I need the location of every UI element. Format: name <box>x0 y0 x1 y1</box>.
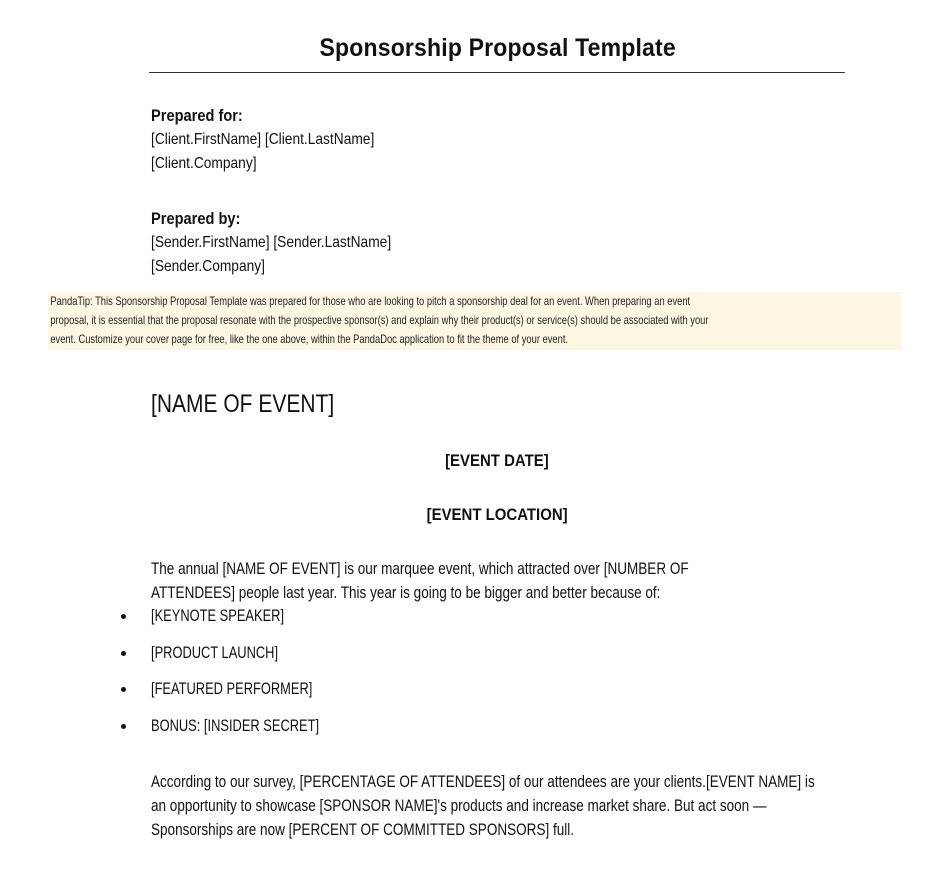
panda-tip-line: event. Customize your cover page for free, like the one above, within the PandaDoc application to fit the theme of your event. <box>50 332 569 346</box>
prepared-by-block <box>151 207 430 279</box>
bullet-icon <box>121 651 126 656</box>
event-location-heading <box>0 503 947 527</box>
list-item-text: [PRODUCT LAUNCH] <box>151 643 279 662</box>
panda-tip-box <box>48 292 902 350</box>
closing-line: an opportunity to showcase [SPONSOR NAME]'s products and increase market share. But act soon — <box>151 797 767 815</box>
event-name-heading: [NAME OF EVENT] <box>151 390 335 418</box>
client-name: [Client.FirstName] [Client.LastName] <box>151 131 375 148</box>
sender-company: [Sender.Company] <box>151 258 265 275</box>
bullet-icon <box>121 614 126 619</box>
list-item-text: [KEYNOTE SPEAKER] <box>151 607 285 625</box>
list-item-text: [FEATURED PERFORMER] <box>151 680 313 698</box>
document-title <box>0 34 947 63</box>
closing-line: According to our survey, [PERCENTAGE OF ATTENDEES] of our attendees are your clients.[EVENT NAME] is <box>151 773 815 791</box>
title-divider <box>149 72 845 73</box>
intro-line: ATTENDEES] people last year. This year is going to be bigger and better because of: <box>151 584 661 602</box>
event-date-text: [EVENT DATE] <box>445 451 549 470</box>
list-item-text: BONUS: [INSIDER SECRET] <box>151 716 320 735</box>
panda-tip-line: proposal, it is essential that the proposal resonate with the prospective sponsor(s) and explain why their product(s) or service(s) should be associated with your <box>50 313 709 327</box>
bullet-icon <box>121 687 126 692</box>
prepared-for-label: Prepared for: <box>151 106 243 125</box>
event-date-heading <box>0 449 947 473</box>
panda-tip-line: PandaTip: This Sponsorship Proposal Template was prepared for those who are looking to pitch a sponsorship deal for an event. When preparing an event <box>50 294 691 308</box>
document-title-text: Sponsorship Proposal Template <box>319 34 676 62</box>
prepared-for-block <box>151 104 411 176</box>
client-company: [Client.Company] <box>151 155 257 172</box>
bullet-icon <box>121 724 126 729</box>
closing-line: Sponsorships are now [PERCENT OF COMMITTED SPONSORS] full. <box>151 821 575 839</box>
sender-name: [Sender.FirstName] [Sender.LastName] <box>151 234 392 251</box>
intro-paragraph <box>151 557 807 605</box>
event-location-text: [EVENT LOCATION] <box>426 505 568 524</box>
closing-paragraph <box>151 770 947 842</box>
prepared-by-label: Prepared by: <box>151 209 241 228</box>
intro-line: The annual [NAME OF EVENT] is our marquee event, which attracted over [NUMBER OF <box>151 560 689 578</box>
